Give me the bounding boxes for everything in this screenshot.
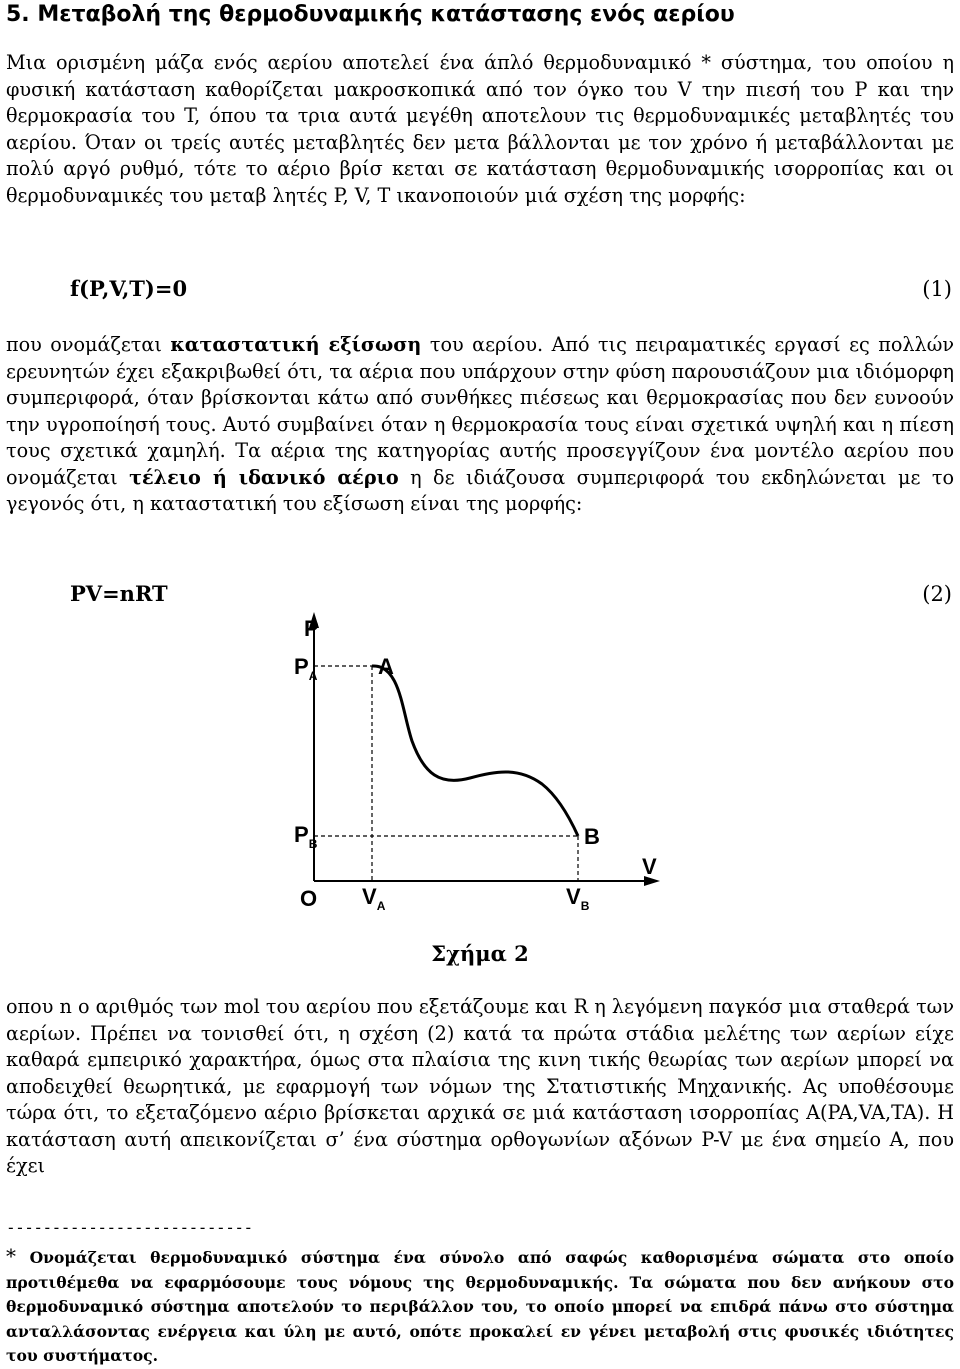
pv-diagram [290,606,670,916]
footnote-text: Ονομάζεται θερμοδυναμικό σύστημα ένα σύνολο από σαφώς καθορισμένα σώματα στο οποίο προτιθέμεθα να εφαρμόσουμε τους νόμους της θερμοδυναμικής. Τα σώματα που δεν ανήκουν στο θερμοδυναμικό σύστημα αποτελούν το περιβάλλον του, το οποίο μπορεί να επιδρά πάνω στο σύστημα ανταλλάσοντας ενέργεια και ύλη με αυτό, οπότε προκαλεί εν γένει μεταβολή στις φυσικές ιδιότητες του συστήματος. [6,1248,954,1365]
para2-text-e: η δε ιδιάζουσα συμπεριφορά του εκδηλώνεται με το γεγονός ότι, η καταστατική του εξίσωση είναι της μορφής: [6,465,954,515]
v-axis-label: V [642,854,657,879]
equation-1-formula: f(P,V,T)=0 [70,276,188,301]
figure-caption: Σχήμα 2 [431,941,529,966]
para2-text-c: του αερίου. Από τις πειραματικές εργασί ες πολλών ερευνητών έχει εξακριβωθεί ότι, τα αέρια που υπάρχουν στην φύση παρουσιάζουν μια ιδιόμορφη συμπεριφορά, όταν βρίσκονται κάτω από συνθήκες πιέσεως και θερμοκρασίας που δεν ευνοούν την υγροποίησή τους. Αυτό συμβαίνει όταν η θερμοκρασία τους είναι σχετικά υψηλή και η πίεση τους σχετικά χαμηλή. Τα αέρια της κατηγορίας αυτής προσεγγίζουν ένα μοντέλο αερίου που ονομάζεται [6,333,954,489]
origin-label: O [300,886,318,911]
equation-2-formula: PV=nRT [70,581,168,606]
pb-label: $P_B$ [294,822,318,851]
state-curve [372,666,578,836]
state-equation-paragraph [6,332,954,518]
pa-label: $P_A$ [294,654,318,683]
footnote-marker: * [6,1244,16,1268]
va-label: $V_A$ [362,884,386,913]
section-heading: 5. Μεταβολή της θερμοδυναμικής κατάστασης ενός αερίου [6,2,735,27]
footnote [6,1244,954,1369]
intro-paragraph: Μια ορισμένη μάζα ενός αερίου αποτελεί ένα άπλό θερμοδυναμικό * σύστημα, του οποίου η φυσική κατάσταση καθορίζεται μακροσκοπικά από τον όγκο του V την πιεσή του P και την θερμοκρασία του T, όπου τα τρια αυτά μεγέθη αποτελουν τις θερμοδυναμικές μεταβλητές του αερίου. Όταν οι τρείς αυτές μεταβλητές δεν μετα βάλλονται με τον χρόνο ή μεταβάλλονται με πολύ αργό ρυθμό, τότε το αέριο βρίσ κεται σε κατάσταση θερμοδυναμικής ισορροπίας και οι θερμοδυναμικές του μεταβ λητές P, V, T ικανοποιούν μιά σχέση της μορφής: [6,51,954,207]
equation-1 [70,275,952,303]
equation-2-number: (2) [922,582,952,606]
ideal-gas-paragraph: οπου n ο αριθμός των mol του αερίου που εξετάζουμε και R η λεγόμενη παγκόσ μια σταθερά των αερίων. Πρέπει να τονισθεί ότι, η σχέση (2) κατά τα πρώτα στάδια μελέτης των αερίων είχε καθαρά εμπειρικό χαρακτήρα, όμως στα πλαίσια της κινη τικής θεωρίας των αερίων μπορεί να αποδειχθεί θεωρητικά, με εφαρμογή των νόμων της Στατιστικής Μηχανικής. Ας υποθέσουμε τώρα ότι, το εξεταζόμενο αέριο βρίσκεται αρχικά σε μιά κατάσταση ισορροπίας A(PA,VA,TA). Η κατάσταση αυτή απεικονίζεται σ’ ένα σύστημα ορθογωνίων αξόνων P-V με ένα σημείο A, που έχει [6,995,954,1177]
vb-label: $V_B$ [566,884,590,913]
p-axis-label: P [304,616,319,641]
point-b-label: B [584,824,600,849]
term-ideal-gas: τέλειο ή ιδανικό αέριο [129,465,399,489]
term-state-equation: καταστατική εξίσωση [170,333,422,356]
equation-2 [70,580,952,608]
point-a-label: A [378,654,394,679]
footnote-separator: --------------------------- [6,1218,253,1237]
para2-text-a: που ονομάζεται [6,333,171,356]
equation-1-number: (1) [922,277,952,301]
